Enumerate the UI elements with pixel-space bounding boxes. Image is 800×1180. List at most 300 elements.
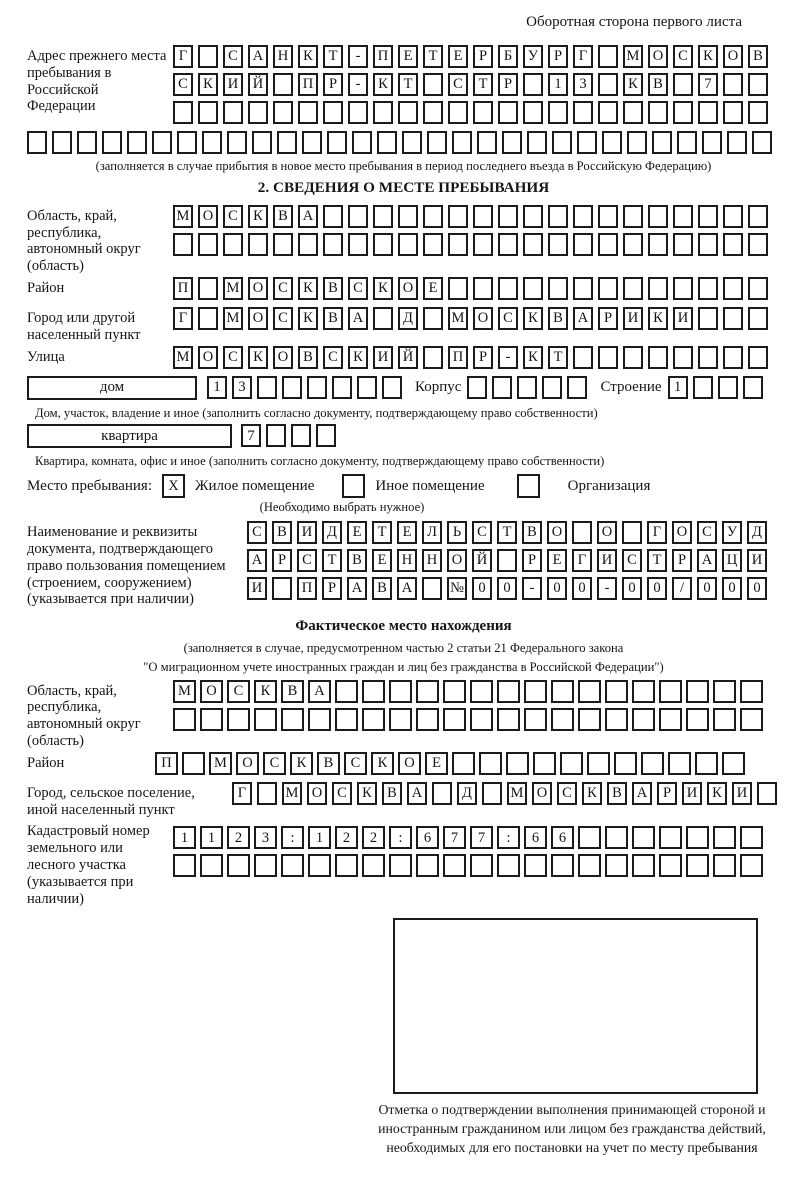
actual-location-title: Фактическое место нахождения: [295, 618, 512, 635]
char-box: К: [698, 45, 718, 68]
char-box: О: [532, 782, 552, 805]
char-box: А: [347, 577, 367, 600]
char-box: [423, 307, 443, 330]
char-box: [422, 577, 442, 600]
char-box: К: [371, 752, 394, 775]
char-box: [373, 307, 393, 330]
char-box: [202, 131, 222, 154]
char-box: [551, 680, 574, 703]
char-box: [551, 708, 574, 731]
char-box: [448, 277, 468, 300]
char-box: Г: [647, 521, 667, 544]
char-box: [632, 708, 655, 731]
char-box: [632, 680, 655, 703]
char-box: М: [223, 307, 243, 330]
char-box: [686, 826, 709, 849]
char-box: Р: [473, 45, 493, 68]
char-box: 0: [747, 577, 767, 600]
char-box: [423, 233, 443, 256]
char-box: П: [155, 752, 178, 775]
char-box: [548, 233, 568, 256]
char-box: К: [373, 277, 393, 300]
actual-gorod-label: Город, сельское поселение, иной населенный пункт: [27, 784, 195, 818]
char-box: [248, 101, 268, 124]
actual-rayon-label: Район: [27, 754, 65, 771]
char-box: [373, 101, 393, 124]
char-box: [227, 131, 247, 154]
actual-note-1: (заполняется в случае, предусмотренном частью 2 статьи 21 Федерального закона: [183, 641, 624, 656]
char-row-prev-1: [173, 45, 780, 68]
char-box: [560, 752, 583, 775]
char-box: В: [548, 307, 568, 330]
char-box: А: [397, 577, 417, 600]
char-box: [254, 708, 277, 731]
char-row-doc-2: [247, 549, 780, 572]
char-box: [573, 205, 593, 228]
char-box: О: [248, 277, 268, 300]
char-box: Д: [747, 521, 767, 544]
char-box: [323, 205, 343, 228]
char-box: [198, 101, 218, 124]
stay-type-note: (Необходимо выбрать нужное): [259, 500, 425, 515]
char-box: Р: [657, 782, 677, 805]
char-box: [623, 205, 643, 228]
char-box: 3: [254, 826, 277, 849]
char-box: К: [248, 346, 268, 369]
flat-note: Квартира, комната, офис и иное (заполнить согласно документу, подтверждающему право собственности): [35, 454, 605, 469]
char-box: [698, 205, 718, 228]
char-box: [677, 131, 697, 154]
char-box: [448, 101, 468, 124]
char-box: :: [389, 826, 412, 849]
char-box: [523, 233, 543, 256]
char-box: Н: [422, 549, 442, 572]
char-box: [102, 131, 122, 154]
char-box: [757, 782, 777, 805]
char-box: 2: [227, 826, 250, 849]
char-row-doc-3: [247, 577, 780, 600]
char-box: [698, 233, 718, 256]
char-box: О: [307, 782, 327, 805]
char-box: И: [373, 346, 393, 369]
char-box: В: [372, 577, 392, 600]
char-row-actual-gorod: [232, 782, 782, 805]
stay-type-label: Место пребывания:: [27, 477, 152, 494]
char-box: [498, 277, 518, 300]
char-box: [673, 233, 693, 256]
char-box: С: [223, 205, 243, 228]
char-box: О: [273, 346, 293, 369]
char-box: [257, 782, 277, 805]
char-box: [77, 131, 97, 154]
char-box: [452, 752, 475, 775]
char-box: К: [198, 73, 218, 96]
char-box: И: [682, 782, 702, 805]
char-box: [627, 131, 647, 154]
char-box: [282, 376, 302, 399]
char-box: [573, 233, 593, 256]
char-box: [402, 131, 422, 154]
char-box: С: [173, 73, 193, 96]
char-box: [416, 708, 439, 731]
char-box: [348, 233, 368, 256]
char-box: [298, 101, 318, 124]
gorod-label: Город или другой населенный пункт: [27, 309, 141, 343]
char-box: В: [607, 782, 627, 805]
char-box: С: [498, 307, 518, 330]
char-box: О: [648, 45, 668, 68]
char-box: Г: [232, 782, 252, 805]
char-box: У: [523, 45, 543, 68]
char-box: [470, 680, 493, 703]
char-box: [748, 307, 768, 330]
char-box: [506, 752, 529, 775]
char-box: [177, 131, 197, 154]
char-row-stroenie: [668, 376, 768, 399]
char-box: 3: [232, 376, 252, 399]
char-box: [698, 346, 718, 369]
char-box: [605, 708, 628, 731]
flat-type-box: квартира: [27, 424, 232, 448]
char-box: [723, 307, 743, 330]
char-box: К: [248, 205, 268, 228]
char-box: П: [298, 73, 318, 96]
char-box: 0: [622, 577, 642, 600]
char-box: [598, 277, 618, 300]
char-box: В: [748, 45, 768, 68]
char-box: К: [298, 277, 318, 300]
korpus-label: Корпус: [415, 378, 462, 395]
char-box: [605, 826, 628, 849]
char-box: К: [707, 782, 727, 805]
char-row-kadastr-2: [173, 854, 780, 877]
char-box: [598, 205, 618, 228]
char-box: [398, 101, 418, 124]
char-box: Ц: [722, 549, 742, 572]
kadastr-label: Кадастровый номер земельного или лесного участка (указывается при наличии): [27, 823, 150, 907]
char-box: О: [398, 277, 418, 300]
char-box: [686, 708, 709, 731]
document-label: Наименование и реквизиты документа, подтверждающего право пользования помещением (строением, сооружением) (указывается при наличии): [27, 524, 226, 608]
char-box: [572, 521, 592, 544]
char-box: [648, 277, 668, 300]
char-box: Г: [573, 45, 593, 68]
char-box: [335, 708, 358, 731]
char-box: Т: [423, 45, 443, 68]
char-box: [598, 101, 618, 124]
char-box: [659, 826, 682, 849]
char-box: [308, 854, 331, 877]
option-organization-label: Организация: [567, 477, 651, 494]
char-box: [551, 854, 574, 877]
char-box: [448, 205, 468, 228]
char-box: [748, 73, 768, 96]
char-box: 6: [524, 826, 547, 849]
char-box: №: [447, 577, 467, 600]
char-box: К: [582, 782, 602, 805]
char-box: 1: [668, 376, 688, 399]
char-box: 1: [207, 376, 227, 399]
char-box: [200, 708, 223, 731]
char-box: М: [173, 680, 196, 703]
char-box: [548, 277, 568, 300]
char-box: [695, 752, 718, 775]
char-box: [748, 101, 768, 124]
char-box: К: [298, 45, 318, 68]
oblast-label: Область, край, республика, автономный округ (область): [27, 207, 141, 275]
char-box: [673, 277, 693, 300]
char-box: [727, 131, 747, 154]
char-box: [578, 680, 601, 703]
char-box: [605, 854, 628, 877]
char-row-prev-3: [173, 101, 780, 124]
char-box: 1: [200, 826, 223, 849]
char-box: Л: [422, 521, 442, 544]
char-box: К: [523, 346, 543, 369]
char-box: [713, 826, 736, 849]
char-box: -: [348, 45, 368, 68]
char-box: Е: [347, 521, 367, 544]
char-box: С: [297, 549, 317, 572]
char-row-rayon: [173, 277, 780, 300]
char-box: [748, 346, 768, 369]
char-box: [740, 826, 763, 849]
char-box: [52, 131, 72, 154]
char-box: [605, 680, 628, 703]
char-box: 0: [572, 577, 592, 600]
char-box: О: [447, 549, 467, 572]
char-box: [659, 680, 682, 703]
char-box: [622, 521, 642, 544]
char-box: Е: [547, 549, 567, 572]
char-box: О: [248, 307, 268, 330]
char-box: [578, 826, 601, 849]
char-box: П: [297, 577, 317, 600]
char-box: [198, 277, 218, 300]
char-box: 7: [698, 73, 718, 96]
char-box: [659, 854, 682, 877]
char-box: [398, 205, 418, 228]
char-row-actual-oblast-1: [173, 680, 780, 703]
char-box: [740, 680, 763, 703]
char-box: С: [273, 307, 293, 330]
char-box: Ь: [447, 521, 467, 544]
char-box: Н: [397, 549, 417, 572]
actual-oblast-label: Область, край, республика, автономный округ (область): [27, 682, 141, 750]
char-box: [598, 346, 618, 369]
char-box: С: [448, 73, 468, 96]
char-box: М: [223, 277, 243, 300]
char-box: [173, 708, 196, 731]
char-box: [443, 854, 466, 877]
char-box: [673, 73, 693, 96]
char-box: [173, 854, 196, 877]
char-box: П: [373, 45, 393, 68]
char-box: Д: [457, 782, 477, 805]
char-box: Н: [273, 45, 293, 68]
char-box: [281, 708, 304, 731]
char-box: Д: [322, 521, 342, 544]
char-box: [307, 376, 327, 399]
char-box: В: [648, 73, 668, 96]
char-box: К: [357, 782, 377, 805]
field-rayon: [27, 277, 780, 305]
char-box: О: [200, 680, 223, 703]
char-box: [723, 73, 743, 96]
char-box: [273, 233, 293, 256]
char-box: [227, 708, 250, 731]
char-box: 6: [416, 826, 439, 849]
char-box: Т: [372, 521, 392, 544]
char-box: [389, 854, 412, 877]
option-residential-label: Жилое помещение: [195, 477, 315, 494]
char-box: [723, 233, 743, 256]
char-box: [573, 346, 593, 369]
char-box: Т: [548, 346, 568, 369]
char-box: А: [348, 307, 368, 330]
char-box: И: [247, 577, 267, 600]
char-box: [497, 549, 517, 572]
char-box: [659, 708, 682, 731]
char-box: А: [632, 782, 652, 805]
char-box: И: [623, 307, 643, 330]
char-box: [272, 577, 292, 600]
char-box: В: [347, 549, 367, 572]
char-box: [497, 680, 520, 703]
char-box: М: [173, 346, 193, 369]
field-kadastr: [27, 820, 780, 907]
char-box: [743, 376, 763, 399]
char-box: 2: [335, 826, 358, 849]
char-box: [473, 101, 493, 124]
char-box: 3: [573, 73, 593, 96]
char-box: [302, 131, 322, 154]
char-box: Р: [548, 45, 568, 68]
char-box: [27, 131, 47, 154]
field-actual-oblast: [27, 680, 780, 750]
char-box: [277, 131, 297, 154]
char-box: [548, 205, 568, 228]
char-box: О: [198, 346, 218, 369]
char-box: -: [348, 73, 368, 96]
char-box: В: [273, 205, 293, 228]
char-row-flat: [241, 424, 341, 447]
char-box: О: [398, 752, 421, 775]
char-box: [578, 854, 601, 877]
char-row-gorod: [173, 307, 780, 330]
char-row-house: [207, 376, 407, 399]
char-box: [316, 424, 336, 447]
char-row-actual-oblast-2: [173, 708, 780, 731]
char-box: В: [317, 752, 340, 775]
confirmation-stamp-note: Отметка о подтверждении выполнения принимающей стороной и иностранным гражданином или лицом без гражданства действий, необходимых для его постановки на учет по месту пребывания: [378, 1101, 766, 1155]
field-actual-gorod: [27, 782, 780, 819]
char-box: [323, 233, 343, 256]
char-box: М: [623, 45, 643, 68]
char-box: К: [298, 307, 318, 330]
char-box: /: [672, 577, 692, 600]
char-box: [614, 752, 637, 775]
char-box: Й: [398, 346, 418, 369]
char-box: М: [209, 752, 232, 775]
char-row-actual-rayon: [155, 752, 780, 775]
char-box: [524, 708, 547, 731]
char-box: В: [522, 521, 542, 544]
char-box: [348, 101, 368, 124]
char-box: -: [522, 577, 542, 600]
char-box: [698, 307, 718, 330]
char-box: С: [472, 521, 492, 544]
char-box: [335, 680, 358, 703]
char-box: [423, 73, 443, 96]
char-box: В: [298, 346, 318, 369]
actual-note-2: "О миграционном учете иностранных граждан и лиц без гражданства в Российской Федерации"): [143, 659, 664, 674]
char-box: И: [732, 782, 752, 805]
char-box: [273, 101, 293, 124]
char-box: [648, 205, 668, 228]
char-box: [686, 680, 709, 703]
char-box: -: [597, 577, 617, 600]
checkbox-organization: [517, 474, 540, 498]
char-box: С: [263, 752, 286, 775]
char-box: :: [281, 826, 304, 849]
char-box: [722, 752, 745, 775]
char-box: [598, 45, 618, 68]
char-box: Г: [173, 307, 193, 330]
char-box: [623, 233, 643, 256]
char-box: [266, 424, 286, 447]
char-box: С: [673, 45, 693, 68]
char-box: [423, 346, 443, 369]
char-box: [373, 233, 393, 256]
char-box: [200, 854, 223, 877]
char-box: К: [348, 346, 368, 369]
char-box: [673, 101, 693, 124]
char-box: [567, 376, 587, 399]
char-box: [327, 131, 347, 154]
char-box: Е: [448, 45, 468, 68]
char-box: [524, 680, 547, 703]
char-box: [517, 376, 537, 399]
char-box: [291, 424, 311, 447]
char-box: [702, 131, 722, 154]
char-box: [308, 708, 331, 731]
char-box: О: [198, 205, 218, 228]
char-box: [467, 376, 487, 399]
char-box: С: [273, 277, 293, 300]
char-box: В: [323, 277, 343, 300]
char-box: А: [407, 782, 427, 805]
char-box: П: [448, 346, 468, 369]
char-box: [357, 376, 377, 399]
char-box: Е: [372, 549, 392, 572]
char-box: [173, 101, 193, 124]
char-box: [362, 708, 385, 731]
char-box: Р: [522, 549, 542, 572]
rayon-label: Район: [27, 279, 65, 296]
char-box: Й: [248, 73, 268, 96]
field-oblast: [27, 205, 780, 275]
stay-type-line: [27, 474, 780, 498]
char-box: И: [673, 307, 693, 330]
char-box: [698, 101, 718, 124]
char-box: Р: [323, 73, 343, 96]
char-box: [577, 131, 597, 154]
char-box: [479, 752, 502, 775]
char-box: [713, 708, 736, 731]
char-box: И: [597, 549, 617, 572]
char-box: [713, 854, 736, 877]
